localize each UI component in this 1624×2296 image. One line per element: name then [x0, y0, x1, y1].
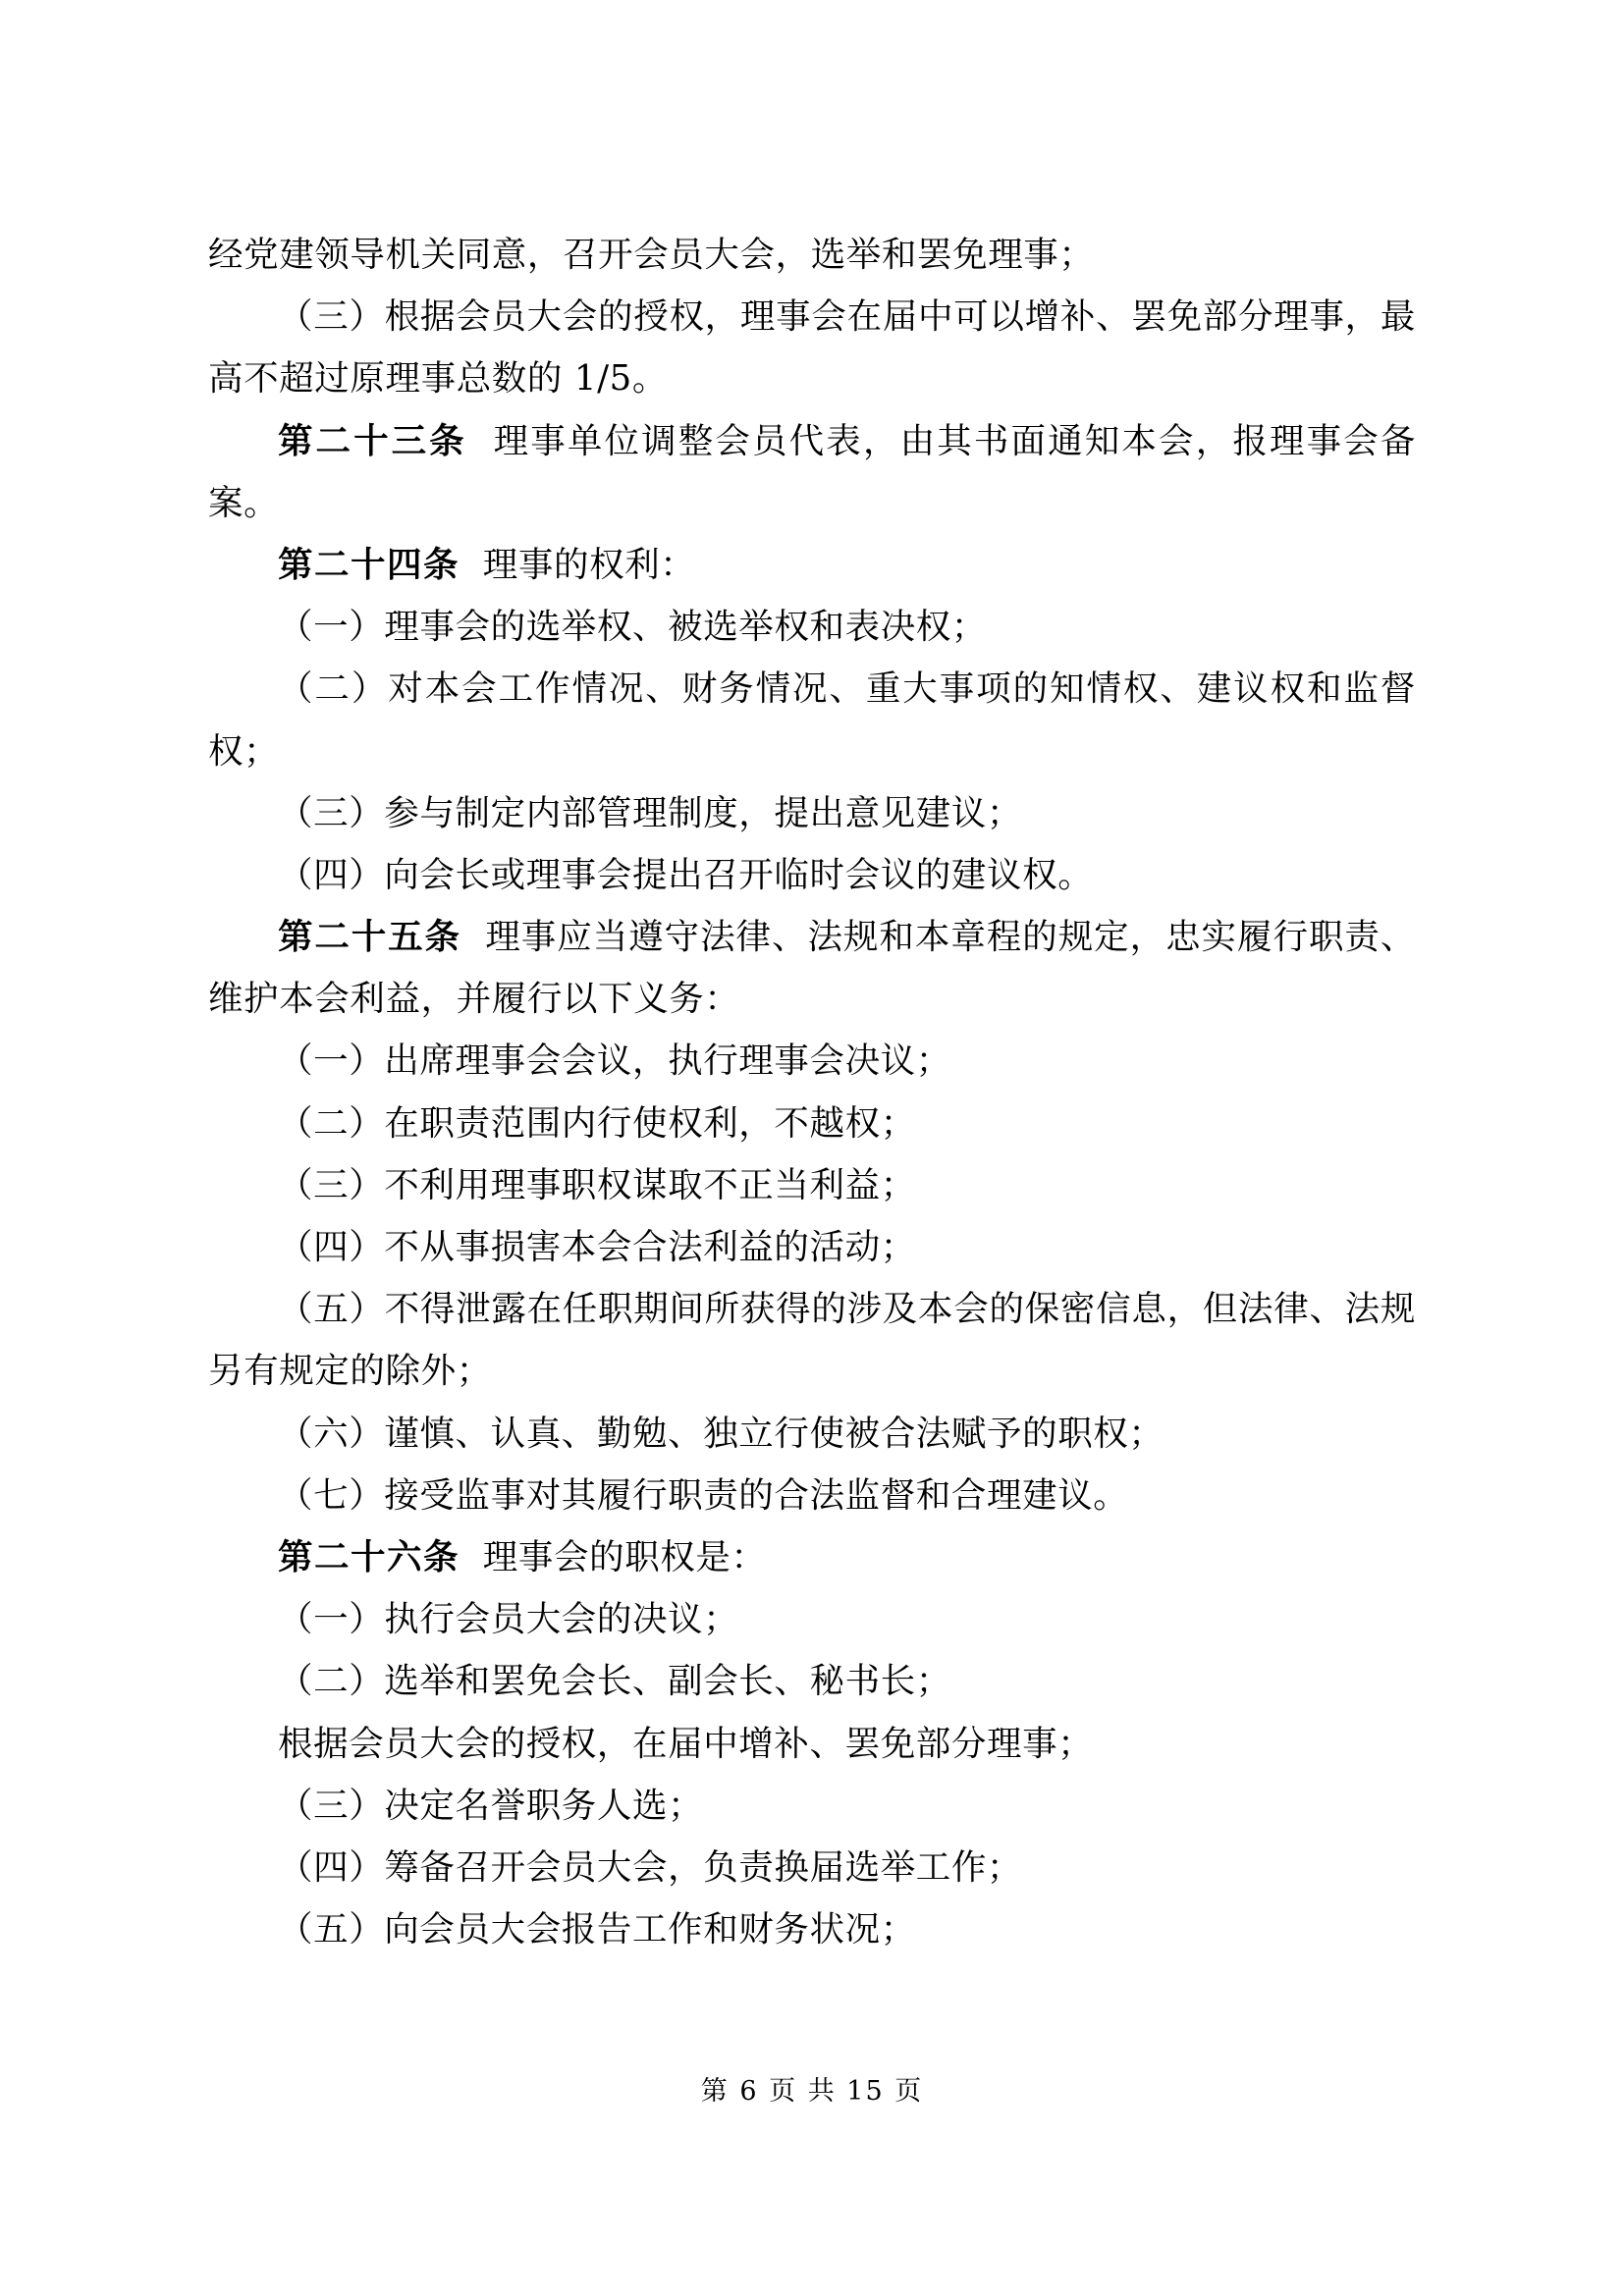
paragraph	[208, 1588, 1416, 1650]
paragraph-text: （三）根据会员大会的授权，理事会在届中可以增补、罢免部分理事，最高不超过原理事总数的 1/5。	[208, 296, 1416, 400]
article-paragraph	[208, 410, 1416, 534]
paragraph	[208, 1403, 1416, 1465]
paragraph	[208, 1465, 1416, 1526]
article-label: 第二十五条	[278, 917, 461, 958]
paragraph-text: 理事会的职权是：	[482, 1536, 767, 1577]
article-paragraph	[208, 534, 1416, 596]
paragraph	[208, 1713, 1416, 1775]
paragraph	[208, 658, 1416, 781]
paragraph-text: （二）选举和罢免会长、副会长、秘书长；	[278, 1661, 951, 1702]
article-label: 第二十三条	[278, 420, 467, 461]
paragraph-text: 根据会员大会的授权，在届中增补、罢免部分理事；	[278, 1723, 1094, 1764]
paragraph-text: （一）出席理事会会议，执行理事会决议；	[278, 1041, 951, 1082]
paragraph-text: （四）向会长或理事会提出召开临时会议的建议权。	[278, 854, 1094, 895]
paragraph	[208, 1154, 1416, 1216]
paragraph	[208, 1093, 1416, 1154]
paragraph-text: （六）谨慎、认真、勤勉、独立行使被合法赋予的职权；	[278, 1413, 1164, 1454]
paragraph	[208, 782, 1416, 844]
paragraph-text: 理事单位调整会员代表，由其书面通知本会，报理事会备案。	[208, 420, 1416, 523]
paragraph-text: 经党建领导机关同意，召开会员大会，选举和罢免理事；	[208, 235, 1095, 275]
paragraph-text: （三）决定名誉职务人选；	[278, 1785, 704, 1826]
article-paragraph	[208, 1526, 1416, 1588]
paragraph-text: （四）筹备召开会员大会，负责换届选举工作；	[278, 1846, 1023, 1888]
article-label: 第二十六条	[278, 1536, 460, 1577]
paragraph-text: （四）不从事损害本会合法利益的活动；	[278, 1227, 916, 1267]
paragraph	[208, 1030, 1416, 1092]
paragraph	[208, 1837, 1416, 1898]
paragraph	[208, 1775, 1416, 1837]
paragraph	[208, 1278, 1416, 1402]
paragraph-text: （三）参与制定内部管理制度，提出意见建议；	[278, 792, 1023, 833]
paragraph-text: （五）不得泄露在任职期间所获得的涉及本会的保密信息，但法律、法规另有规定的除外；	[208, 1289, 1416, 1392]
page-footer	[0, 2069, 1624, 2108]
paragraph-text: （二）对本会工作情况、财务情况、重大事项的知情权、建议权和监督权；	[208, 668, 1416, 772]
article-paragraph	[208, 906, 1416, 1030]
paragraph	[208, 844, 1416, 906]
paragraph-text: （三）不利用理事职权谋取不正当利益；	[278, 1164, 916, 1205]
article-label: 第二十四条	[278, 544, 460, 585]
paragraph	[208, 224, 1416, 286]
paragraph	[208, 596, 1416, 658]
paragraph	[208, 1898, 1416, 1960]
paragraph-text: 理事应当遵守法律、法规和本章程的规定，忠实履行职责、维护本会利益，并履行以下义务：	[208, 917, 1416, 1020]
paragraph	[208, 1216, 1416, 1278]
paragraph-text: （二）在职责范围内行使权利，不越权；	[278, 1102, 916, 1144]
paragraph-text: （一）理事会的选举权、被选举权和表决权；	[278, 607, 988, 648]
paragraph-text: 理事的权利：	[482, 544, 696, 585]
paragraph-text: （一）执行会员大会的决议；	[278, 1599, 739, 1640]
paragraph	[208, 1650, 1416, 1712]
paragraph	[208, 286, 1416, 409]
page-number: 第 6 页 共 15 页	[700, 2076, 924, 2107]
paragraph-text: （五）向会员大会报告工作和财务状况；	[278, 1909, 916, 1950]
document-body	[208, 224, 1416, 1960]
paragraph-text: （七）接受监事对其履行职责的合法监督和合理建议。	[278, 1474, 1129, 1516]
